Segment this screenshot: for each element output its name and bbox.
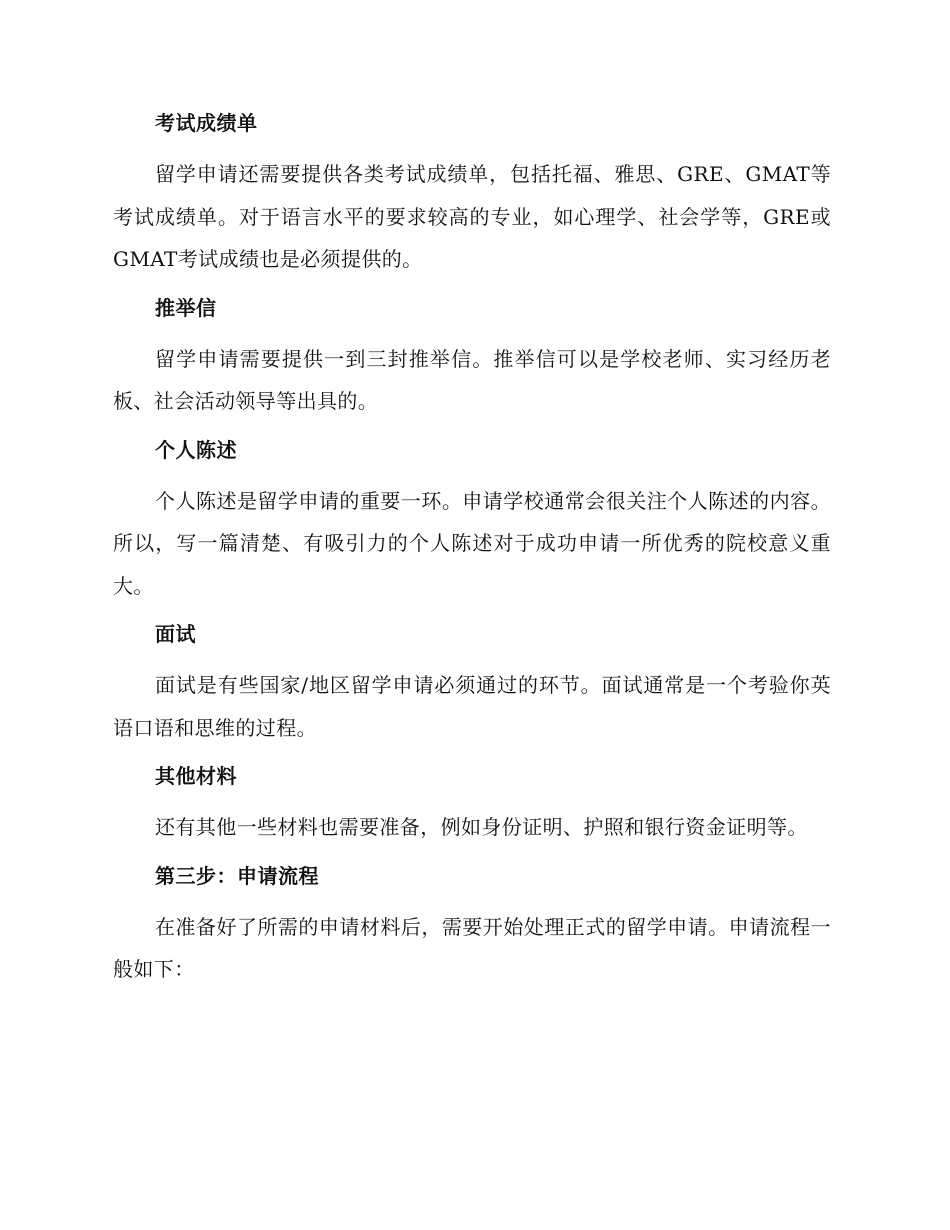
section-body-transcripts: 留学申请还需要提供各类考试成绩单，包括托福、雅思、GRE、GMAT等考试成绩单。对于语言水平的要求较高的专业，如心理学、社会学等，GRE或GMAT考试成绩也是必须提供的。 — [113, 162, 831, 271]
section-body-application-process: 在准备好了所需的申请材料后，需要开始处理正式的留学申请。申请流程一般如下： — [113, 914, 831, 981]
section-heading-other-materials: 其他材料 — [155, 764, 237, 788]
section-heading-interview: 面试 — [155, 622, 196, 646]
section-heading-transcripts: 考试成绩单 — [155, 111, 258, 135]
document-body — [113, 108, 831, 1003]
section-heading-recommendation: 推举信 — [155, 295, 217, 320]
section-body-recommendation: 留学申请需要提供一到三封推举信。推举信可以是学校老师、实习经历老板、社会活动领导等出具的。 — [113, 346, 831, 413]
section-body-other-materials: 还有其他一些材料也需要准备，例如身份证明、护照和银行资金证明等。 — [155, 815, 808, 839]
section-body-interview: 面试是有些国家/地区留学申请必须通过的环节。面试通常是一个考验你英语口语和思维的过程。 — [113, 673, 831, 740]
section-heading-personal-statement: 个人陈述 — [155, 437, 237, 462]
section-body-personal-statement: 个人陈述是留学申请的重要一环。申请学校通常会很关注个人陈述的内容。所以，写一篇清楚、有吸引力的个人陈述对于成功申请一所优秀的院校意义重大。 — [113, 488, 831, 598]
section-heading-application-process: 第三步：申请流程 — [155, 863, 319, 888]
